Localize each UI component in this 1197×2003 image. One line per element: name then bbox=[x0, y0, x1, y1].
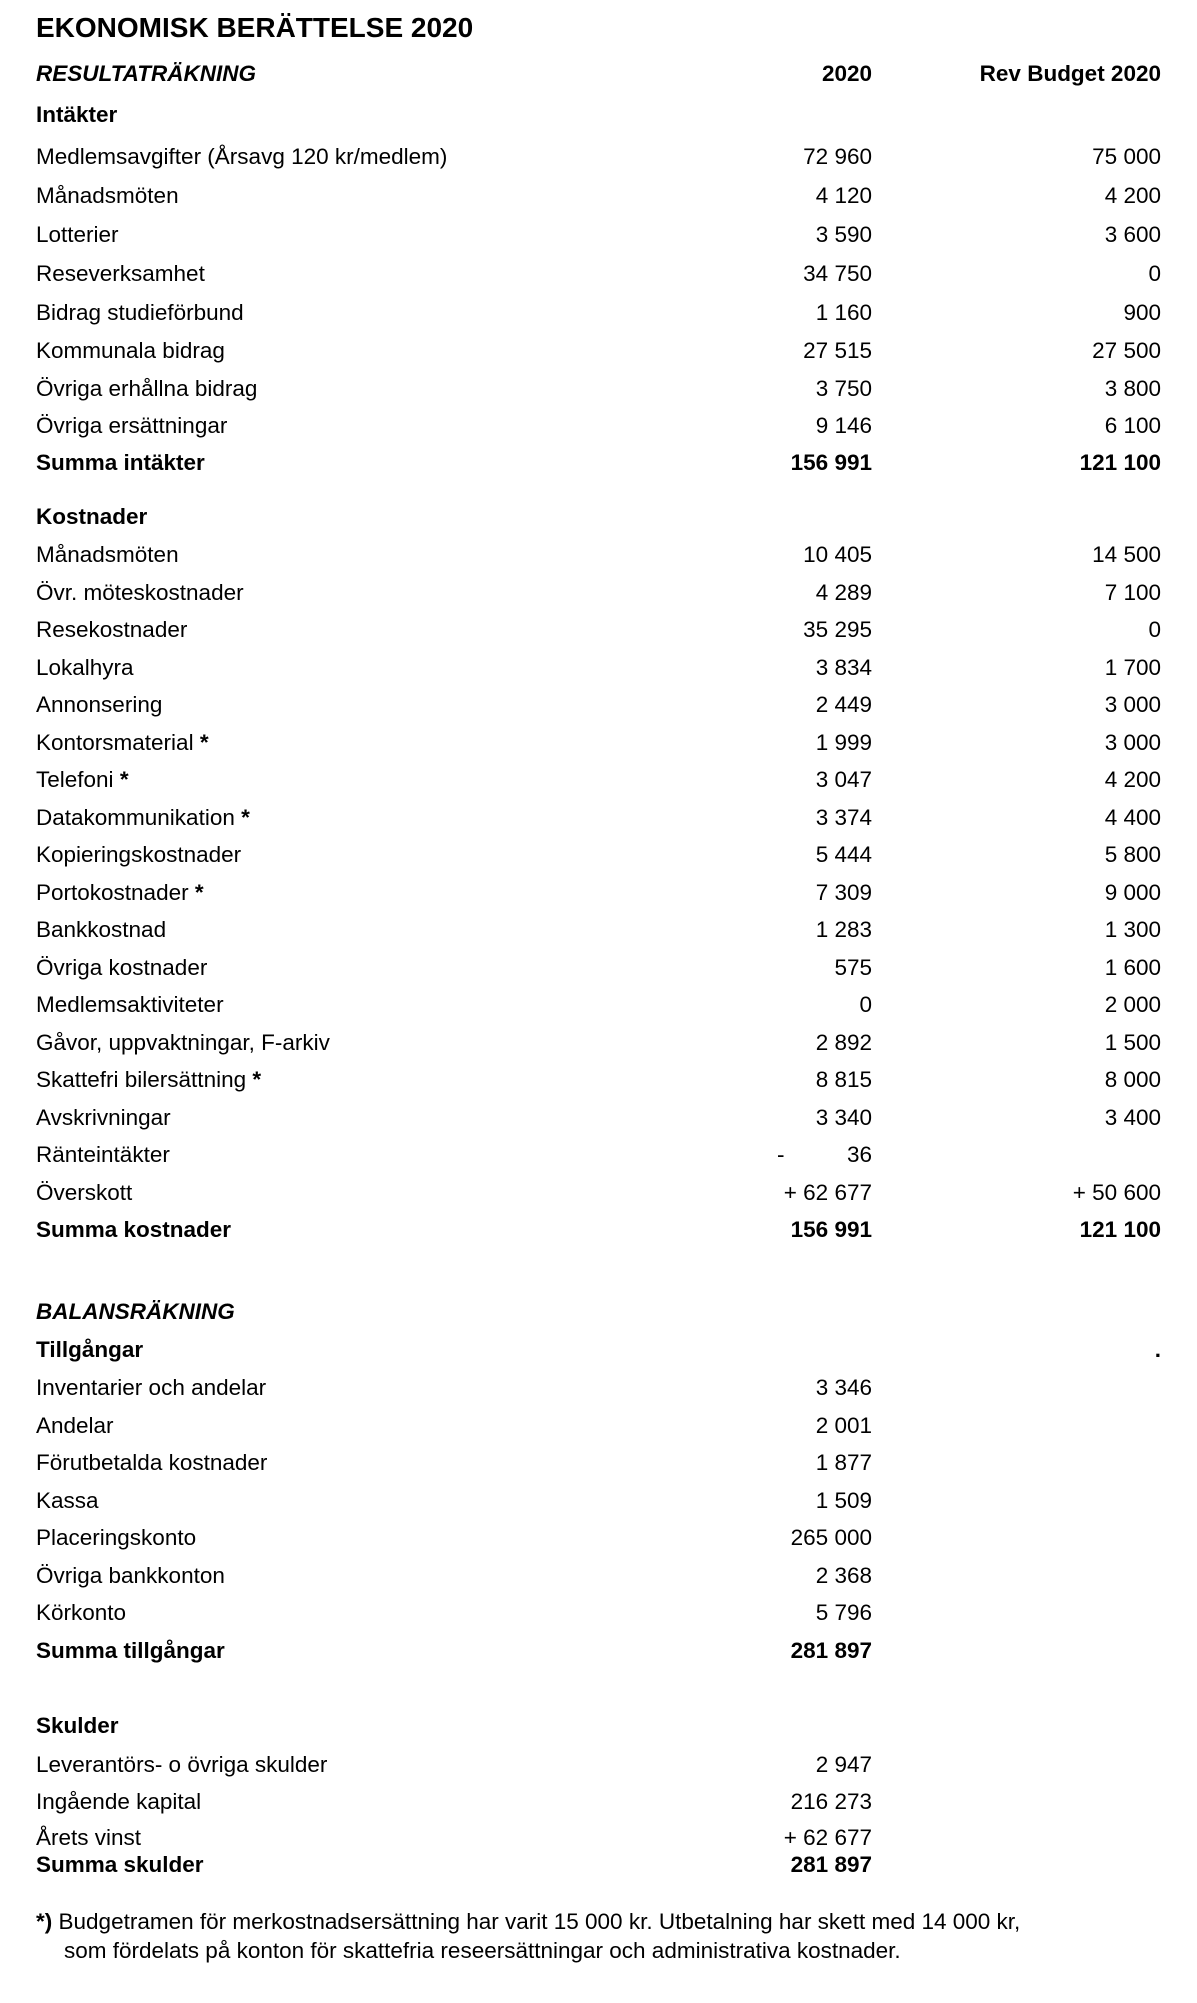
cost-row-value-budget: 9 000 bbox=[1104, 880, 1161, 905]
interest-sign: - bbox=[777, 1142, 785, 1167]
income-row-label: Kommunala bidrag bbox=[36, 338, 225, 363]
costs-total-budget: 121 100 bbox=[1079, 1217, 1161, 1242]
income-row-value-budget: 3 800 bbox=[1104, 376, 1161, 401]
footnote-line-1 bbox=[36, 1908, 1020, 1936]
cost-row-value-2020: 3 374 bbox=[815, 805, 872, 830]
cost-row-value-budget: 5 800 bbox=[1104, 842, 1161, 867]
debt-row-label: Årets vinst bbox=[36, 1825, 142, 1850]
cost-row-value-2020: 35 295 bbox=[803, 617, 872, 642]
cost-row-value-budget: 14 500 bbox=[1092, 542, 1161, 567]
asset-row-label: Övriga bankkonton bbox=[36, 1563, 225, 1588]
footnote-star: * bbox=[252, 1067, 262, 1092]
cost-row-value-budget: 8 000 bbox=[1104, 1067, 1161, 1092]
footnote-star: * bbox=[119, 767, 129, 792]
balance-sheet-heading: BALANSRÄKNING bbox=[36, 1299, 235, 1324]
cost-row-value-budget: 4 200 bbox=[1104, 767, 1161, 792]
debt-row-label: Ingående kapital bbox=[36, 1789, 202, 1814]
debts-total-value: 281 897 bbox=[790, 1852, 872, 1877]
footnote-line-2: som fördelats på konton för skattefria reseersättningar och administrativa kostnader. bbox=[64, 1938, 901, 1963]
asset-row-value: 1 509 bbox=[815, 1488, 872, 1513]
costs-total-2020: 156 991 bbox=[790, 1217, 872, 1242]
assets-dot: . bbox=[1154, 1337, 1161, 1362]
interest-value-2020: 36 bbox=[846, 1142, 872, 1167]
surplus-value-2020: + 62 677 bbox=[783, 1180, 872, 1205]
cost-row-label bbox=[36, 579, 244, 607]
cost-row-text: Portokostnader bbox=[36, 880, 189, 905]
income-row-value-budget: 4 200 bbox=[1104, 183, 1161, 208]
income-heading: Intäkter bbox=[36, 102, 118, 127]
cost-row-label bbox=[36, 954, 207, 982]
cost-row-value-2020: 1 999 bbox=[815, 730, 872, 755]
cost-row-label bbox=[36, 691, 162, 719]
cost-row-value-budget: 3 000 bbox=[1104, 730, 1161, 755]
assets-total-value: 281 897 bbox=[790, 1638, 872, 1663]
cost-row-label bbox=[36, 654, 134, 682]
asset-row-value: 2 001 bbox=[815, 1413, 872, 1438]
cost-row-label bbox=[36, 916, 166, 944]
cost-row-value-2020: 3 047 bbox=[815, 767, 872, 792]
cost-row-label bbox=[36, 841, 241, 869]
cost-row-text: Gåvor, uppvaktningar, F-arkiv bbox=[36, 1030, 330, 1055]
cost-row-label bbox=[36, 766, 129, 794]
income-total-budget: 121 100 bbox=[1079, 450, 1161, 475]
cost-row-value-budget: 2 000 bbox=[1104, 992, 1161, 1017]
cost-row-text: Telefoni bbox=[36, 767, 114, 792]
asset-row-label: Kassa bbox=[36, 1488, 99, 1513]
footnote-star: * bbox=[241, 805, 250, 830]
income-row-label: Månadsmöten bbox=[36, 183, 179, 208]
asset-row-value: 265 000 bbox=[790, 1525, 872, 1550]
debts-heading: Skulder bbox=[36, 1713, 119, 1738]
cost-row-text: Kopieringskostnader bbox=[36, 842, 242, 867]
asset-row-label: Förutbetalda kostnader bbox=[36, 1450, 268, 1475]
income-row-value-2020: 34 750 bbox=[803, 261, 872, 286]
cost-row-value-budget: 3 000 bbox=[1104, 692, 1161, 717]
asset-row-label: Andelar bbox=[36, 1413, 114, 1438]
footnote-star: * bbox=[199, 730, 209, 755]
asset-row-value: 1 877 bbox=[815, 1450, 872, 1475]
assets-total-label: Summa tillgångar bbox=[36, 1638, 225, 1663]
surplus-label: Överskott bbox=[36, 1180, 133, 1205]
income-row-label: Övriga erhållna bidrag bbox=[36, 376, 258, 401]
cost-row-value-budget: 1 700 bbox=[1104, 655, 1161, 680]
cost-row-text: Skattefri bilersättning bbox=[36, 1067, 247, 1092]
surplus-value-budget: + 50 600 bbox=[1072, 1180, 1161, 1205]
income-row-value-2020: 3 750 bbox=[815, 376, 872, 401]
income-row-value-budget: 6 100 bbox=[1104, 413, 1161, 438]
debt-row-value: 216 273 bbox=[790, 1789, 872, 1814]
cost-row-text: Övr. möteskostnader bbox=[36, 580, 244, 605]
column-header-2020: 2020 bbox=[821, 61, 872, 86]
footnote-mark: *) bbox=[36, 1909, 53, 1934]
cost-row-text: Resekostnader bbox=[36, 617, 188, 642]
cost-row-text: Månadsmöten bbox=[36, 542, 179, 567]
asset-row-value: 3 346 bbox=[815, 1375, 872, 1400]
cost-row-value-budget: 1 300 bbox=[1104, 917, 1161, 942]
income-row-label: Medlemsavgifter (Årsavg 120 kr/medlem) bbox=[36, 144, 448, 169]
income-total-label: Summa intäkter bbox=[36, 450, 205, 475]
income-row-value-budget: 75 000 bbox=[1092, 144, 1161, 169]
income-row-label: Övriga ersättningar bbox=[36, 413, 228, 438]
income-row-value-2020: 1 160 bbox=[815, 300, 872, 325]
cost-row-value-2020: 575 bbox=[834, 955, 872, 980]
income-row-value-2020: 4 120 bbox=[815, 183, 872, 208]
income-total-2020: 156 991 bbox=[790, 450, 872, 475]
cost-row-label bbox=[36, 879, 204, 907]
income-row-value-2020: 27 515 bbox=[803, 338, 872, 363]
cost-row-value-2020: 1 283 bbox=[815, 917, 872, 942]
column-header-budget: Rev Budget 2020 bbox=[979, 61, 1161, 86]
cost-row-value-2020: 3 834 bbox=[815, 655, 872, 680]
cost-row-text: Datakommunikation bbox=[36, 805, 235, 830]
income-row-value-budget: 0 bbox=[1148, 261, 1161, 286]
income-row-value-2020: 9 146 bbox=[815, 413, 872, 438]
income-row-value-2020: 3 590 bbox=[815, 222, 872, 247]
income-row-value-budget: 27 500 bbox=[1092, 338, 1161, 363]
income-row-label: Bidrag studieförbund bbox=[36, 300, 244, 325]
cost-row-value-budget: 4 400 bbox=[1104, 805, 1161, 830]
debt-row-value: 2 947 bbox=[815, 1752, 872, 1777]
income-row-value-budget: 900 bbox=[1123, 300, 1161, 325]
asset-row-value: 2 368 bbox=[815, 1563, 872, 1588]
asset-row-label: Placeringskonto bbox=[36, 1525, 197, 1550]
cost-row-text: Bankkostnad bbox=[36, 917, 167, 942]
cost-row-label bbox=[36, 541, 179, 569]
cost-row-value-budget: 0 bbox=[1148, 617, 1161, 642]
cost-row-value-budget: 3 400 bbox=[1104, 1105, 1161, 1130]
income-row-label: Reseverksamhet bbox=[36, 261, 205, 286]
cost-row-value-2020: 2 449 bbox=[815, 692, 872, 717]
asset-row-label: Körkonto bbox=[36, 1600, 127, 1625]
cost-row-value-2020: 2 892 bbox=[815, 1030, 872, 1055]
cost-row-value-budget: 1 500 bbox=[1104, 1030, 1161, 1055]
report-title: EKONOMISK BERÄTTELSE 2020 bbox=[36, 12, 474, 43]
cost-row-text: Kontorsmaterial bbox=[36, 730, 194, 755]
interest-label: Ränteintäkter bbox=[36, 1142, 170, 1167]
debt-row-label: Leverantörs- o övriga skulder bbox=[36, 1752, 328, 1777]
debts-total-label: Summa skulder bbox=[36, 1852, 204, 1877]
cost-row-value-2020: 4 289 bbox=[815, 580, 872, 605]
cost-row-value-2020: 5 444 bbox=[815, 842, 872, 867]
costs-heading: Kostnader bbox=[36, 504, 148, 529]
cost-row-value-2020: 8 815 bbox=[815, 1067, 872, 1092]
cost-row-text: Avskrivningar bbox=[36, 1105, 171, 1130]
income-row-value-2020: 72 960 bbox=[803, 144, 872, 169]
cost-row-label bbox=[36, 616, 187, 644]
income-row-label: Lotterier bbox=[36, 222, 119, 247]
cost-row-label bbox=[36, 1029, 330, 1057]
cost-row-text: Lokalhyra bbox=[36, 655, 134, 680]
cost-row-label bbox=[36, 729, 209, 757]
cost-row-value-budget: 7 100 bbox=[1104, 580, 1161, 605]
cost-row-text: Annonsering bbox=[36, 692, 163, 717]
cost-row-label bbox=[36, 1104, 171, 1132]
income-row-value-budget: 3 600 bbox=[1104, 222, 1161, 247]
assets-heading: Tillgångar bbox=[36, 1337, 144, 1362]
cost-row-value-2020: 7 309 bbox=[815, 880, 872, 905]
income-statement-heading: RESULTATRÄKNING bbox=[36, 61, 256, 86]
cost-row-value-2020: 10 405 bbox=[803, 542, 872, 567]
cost-row-text: Medlemsaktiviteter bbox=[36, 992, 224, 1017]
cost-row-label bbox=[36, 991, 224, 1019]
asset-row-label: Inventarier och andelar bbox=[36, 1375, 267, 1400]
footnote-star: * bbox=[194, 880, 204, 905]
cost-row-value-2020: 0 bbox=[859, 992, 872, 1017]
costs-total-label: Summa kostnader bbox=[36, 1217, 232, 1242]
cost-row-value-2020: 3 340 bbox=[815, 1105, 872, 1130]
cost-row-text: Övriga kostnader bbox=[36, 955, 208, 980]
cost-row-value-budget: 1 600 bbox=[1104, 955, 1161, 980]
asset-row-value: 5 796 bbox=[815, 1600, 872, 1625]
cost-row-label bbox=[36, 804, 250, 832]
debt-row-value: + 62 677 bbox=[783, 1825, 872, 1850]
cost-row-label bbox=[36, 1066, 261, 1094]
footnote-text-1: Budgetramen för merkostnadsersättning har varit 15 000 kr. Utbetalning har skett med 14 000 kr, bbox=[58, 1909, 1021, 1934]
